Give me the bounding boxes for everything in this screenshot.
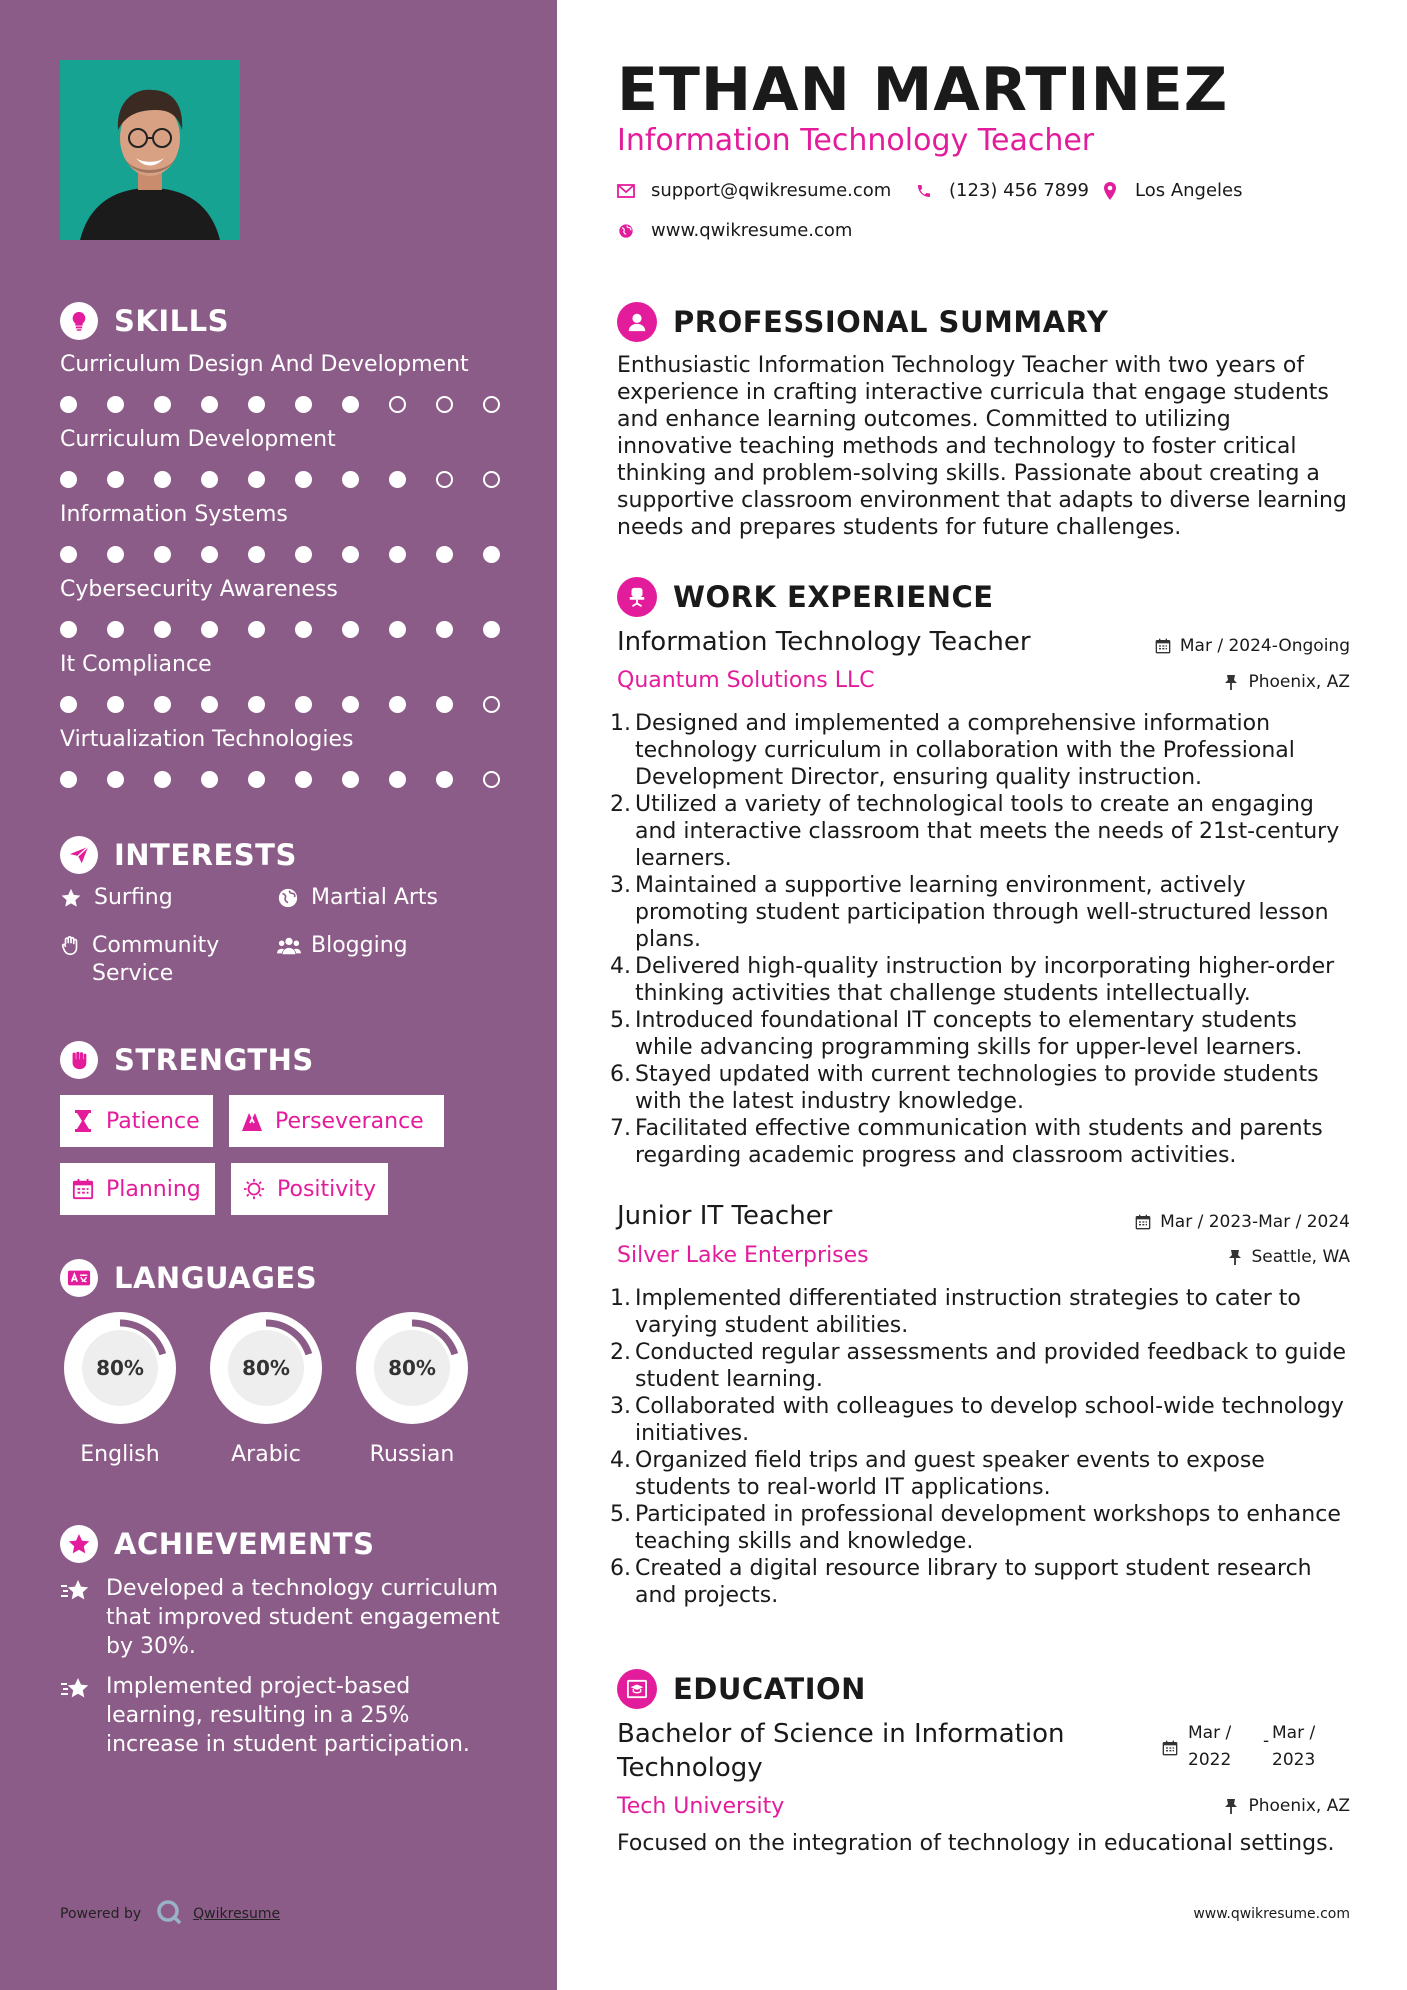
rating-dot-filled	[107, 471, 124, 488]
rating-dot-filled	[60, 546, 77, 563]
graduation-cap-icon	[617, 1669, 657, 1709]
qwikresume-logo-icon	[155, 1898, 183, 1930]
bullet-text: Designed and implemented a comprehensive information technology curriculum in collaboration with the Professional Development Director, ensuring quality instruction.	[635, 711, 1295, 790]
rating-dot-filled	[107, 696, 124, 713]
education-start	[1188, 1720, 1231, 1774]
rating-dot-filled	[60, 771, 77, 788]
rating-dot-empty	[389, 396, 406, 413]
skill-rating	[60, 392, 510, 416]
education-location-text: Phoenix, AZ	[1248, 1796, 1350, 1816]
rating-dot-filled	[342, 771, 359, 788]
powered-by	[60, 1898, 280, 1930]
powered-by-label: Powered by	[60, 1906, 142, 1922]
climber-icon	[241, 1110, 263, 1132]
language-item	[204, 1306, 328, 1467]
bullet-number: 2.	[610, 1340, 631, 1365]
sun-icon	[243, 1178, 265, 1200]
strengths-title: STRENGTHS	[114, 1043, 314, 1077]
pin-icon	[1226, 1248, 1244, 1266]
strength-badge	[60, 1095, 213, 1147]
job-bullet	[610, 1447, 1355, 1501]
interest-label: Martial Arts	[311, 885, 439, 910]
job-company: Silver Lake Enterprises	[617, 1243, 869, 1268]
globe-icon	[277, 884, 301, 912]
job-location	[1226, 1247, 1351, 1267]
job-title: Information Technology Teacher	[617, 627, 1031, 657]
bullet-number: 3.	[610, 873, 631, 898]
rating-dot-filled	[154, 471, 171, 488]
user-icon	[617, 302, 657, 342]
rating-dot-empty	[483, 771, 500, 788]
bullet-text: Introduced foundational IT concepts to elementary students while advancing programming skills for upper-level learners.	[635, 1008, 1303, 1060]
bullet-number: 1.	[610, 1286, 631, 1311]
job-bullet	[610, 1285, 1355, 1339]
rating-dot-filled	[154, 396, 171, 413]
job-bullet	[610, 1115, 1355, 1169]
bullet-number: 5.	[610, 1502, 631, 1527]
achievement-text: Developed a technology curriculum that improved student engagement by 30%.	[106, 1576, 500, 1659]
job-company: Quantum Solutions LLC	[617, 668, 875, 693]
calendar-icon	[72, 1178, 94, 1200]
job-bullet	[610, 953, 1355, 1007]
job-bullet	[610, 1501, 1355, 1555]
bullet-text: Collaborated with colleagues to develop school-wide technology initiatives.	[635, 1394, 1344, 1446]
rating-dot-filled	[248, 771, 265, 788]
bullet-text: Facilitated effective communication with students and parents regarding academic progress and classroom activities.	[635, 1116, 1323, 1168]
rating-dot-filled	[107, 546, 124, 563]
bullet-number: 4.	[610, 954, 631, 979]
strength-label: Patience	[106, 1108, 200, 1134]
rating-dot-filled	[60, 471, 77, 488]
bullet-text: Participated in professional development workshops to enhance teaching skills and knowledge.	[635, 1502, 1341, 1554]
phone-icon	[915, 182, 933, 200]
rating-dot-filled	[295, 471, 312, 488]
lightbulb-icon	[60, 302, 98, 340]
rating-dot-empty	[483, 696, 500, 713]
footer-url[interactable]: www.qwikresume.com	[1193, 1906, 1350, 1922]
phone-text: (123) 456 7899	[949, 180, 1090, 201]
bullet-text: Conducted regular assessments and provided feedback to guide student learning.	[635, 1340, 1346, 1392]
rating-dot-filled	[295, 771, 312, 788]
rating-dot-filled	[389, 771, 406, 788]
skill-name: Curriculum Design And Development	[60, 352, 469, 377]
language-name: Arabic	[231, 1442, 301, 1467]
pin-icon	[1222, 1797, 1240, 1815]
rating-dot-filled	[154, 696, 171, 713]
rating-dot-filled	[436, 621, 453, 638]
rating-dot-filled	[248, 621, 265, 638]
language-name: English	[80, 1442, 160, 1467]
achievement-item	[60, 1574, 500, 1661]
skill-name: It Compliance	[60, 652, 212, 677]
education-end-line-2: 2023	[1272, 1750, 1316, 1770]
bullet-number: 5.	[610, 1008, 631, 1033]
education-title: EDUCATION	[673, 1672, 866, 1706]
email-text: support@qwikresume.com	[651, 180, 892, 201]
skills-header	[60, 301, 229, 341]
star-burst-icon	[60, 1578, 92, 1612]
rating-dot-filled	[248, 696, 265, 713]
rating-dot-filled	[342, 696, 359, 713]
job-location-text: Phoenix, AZ	[1248, 672, 1350, 692]
rating-dot-filled	[436, 771, 453, 788]
strength-badge	[229, 1095, 444, 1147]
strength-badge	[60, 1163, 215, 1215]
interest-label: Surfing	[94, 885, 173, 910]
interests-title: INTERESTS	[114, 838, 297, 872]
rating-dot-filled	[295, 621, 312, 638]
language-name: Russian	[369, 1442, 455, 1467]
skill-rating	[60, 767, 510, 791]
skill-rating	[60, 617, 510, 641]
strengths-header	[60, 1040, 314, 1080]
achievements-header	[60, 1524, 374, 1564]
paper-plane-icon	[60, 836, 98, 874]
job-bullets	[610, 1285, 1355, 1609]
achievements-title: ACHIEVEMENTS	[114, 1527, 375, 1561]
rating-dot-filled	[342, 621, 359, 638]
calendar-icon	[1154, 637, 1172, 655]
chair-icon	[617, 577, 657, 617]
summary-title: PROFESSIONAL SUMMARY	[673, 305, 1109, 339]
interest-label: Blogging	[311, 933, 408, 958]
skill-name: Information Systems	[60, 502, 288, 527]
skill-name: Curriculum Development	[60, 427, 336, 452]
rating-dot-filled	[107, 621, 124, 638]
job-bullet	[610, 1555, 1355, 1609]
qwikresume-link[interactable]: Qwikresume	[193, 1906, 281, 1922]
language-percent: 80%	[242, 1356, 290, 1380]
calendar-icon	[1162, 1738, 1178, 1765]
bullet-number: 7.	[610, 1116, 631, 1141]
fist-icon	[60, 1041, 98, 1079]
star-burst-icon	[60, 1676, 92, 1710]
envelope-icon	[617, 182, 635, 200]
rating-dot-empty	[436, 471, 453, 488]
job-location	[1222, 672, 1350, 692]
rating-dot-filled	[107, 396, 124, 413]
education-location	[1222, 1796, 1350, 1816]
education-school: Tech University	[617, 1794, 785, 1819]
skill-item	[60, 725, 510, 791]
job-title: Junior IT Teacher	[617, 1201, 833, 1231]
job-dates	[1154, 636, 1350, 656]
pin-icon	[1222, 673, 1240, 691]
education-dates	[1160, 1720, 1350, 1770]
sidebar	[0, 0, 557, 1990]
job-bullet	[610, 791, 1355, 872]
rating-dot-filled	[389, 471, 406, 488]
bullet-number: 4.	[610, 1448, 631, 1473]
bullet-number: 2.	[610, 792, 631, 817]
bullet-text: Created a digital resource library to support student research and projects.	[635, 1556, 1312, 1608]
degree-line-1: Bachelor of Science in Information	[617, 1719, 1065, 1749]
skill-name: Virtualization Technologies	[60, 727, 354, 752]
interest-item	[60, 932, 260, 988]
rating-dot-filled	[201, 696, 218, 713]
bullet-text: Utilized a variety of technological tools to create an engaging and interactive classroom that meets the needs of 21st-century learners.	[635, 792, 1340, 871]
bullet-number: 3.	[610, 1394, 631, 1419]
strength-label: Planning	[106, 1176, 201, 1202]
rating-dot-filled	[342, 396, 359, 413]
rating-dot-filled	[60, 621, 77, 638]
contact-email[interactable]	[617, 180, 891, 201]
skill-item	[60, 425, 510, 491]
bullet-number: 1.	[610, 711, 631, 736]
languages-title: LANGUAGES	[114, 1261, 318, 1295]
hourglass-icon	[72, 1110, 94, 1132]
rating-dot-filled	[436, 696, 453, 713]
rating-dot-filled	[248, 471, 265, 488]
skill-item	[60, 650, 510, 716]
globe-icon	[617, 222, 635, 240]
rating-dot-filled	[342, 471, 359, 488]
skill-item	[60, 350, 510, 416]
skill-name: Cybersecurity Awareness	[60, 577, 338, 602]
rating-dot-filled	[342, 546, 359, 563]
rating-dot-filled	[107, 771, 124, 788]
summary-text: Enthusiastic Information Technology Teacher with two years of experience in crafting interactive curricula that engage students and enhance learning outcomes. Committed to utilizing innovative teaching methods and technology to foster critical thinking and problem-solving skills. Passionate about creating a supportive classroom environment that adapts to diverse learning needs and prepares students for future challenges.	[617, 353, 1347, 540]
rating-dot-filled	[436, 546, 453, 563]
education-start-line-1: Mar /	[1188, 1723, 1232, 1743]
rating-dot-filled	[389, 621, 406, 638]
languages-header	[60, 1258, 317, 1298]
rating-dot-filled	[201, 546, 218, 563]
bullet-text: Organized field trips and guest speaker events to expose students to real-world IT applications.	[635, 1448, 1265, 1500]
rating-dot-filled	[154, 621, 171, 638]
education-end	[1272, 1720, 1315, 1774]
skill-item	[60, 575, 510, 641]
calendar-icon	[1134, 1213, 1152, 1231]
job-bullet	[610, 1007, 1355, 1061]
skill-rating	[60, 542, 510, 566]
rating-dot-filled	[201, 771, 218, 788]
education-start-line-2: 2022	[1188, 1750, 1232, 1770]
contact-phone[interactable]	[915, 180, 1089, 201]
rating-dot-filled	[201, 621, 218, 638]
rating-dot-filled	[295, 546, 312, 563]
rating-dot-empty	[436, 396, 453, 413]
rating-dot-filled	[483, 621, 500, 638]
person-name: ETHAN MARTINEZ	[617, 55, 1229, 125]
rating-dot-filled	[60, 696, 77, 713]
contact-location	[1101, 180, 1243, 201]
rating-dot-empty	[483, 471, 500, 488]
bullet-text: Maintained a supportive learning environment, actively promoting student participation through well-structured lesson plans.	[635, 873, 1329, 952]
job-bullet	[610, 1393, 1355, 1447]
interests-header	[60, 835, 297, 875]
website-text: www.qwikresume.com	[651, 220, 853, 241]
bullet-text: Delivered high-quality instruction by incorporating higher-order thinking activities that challenge students intellectually.	[635, 954, 1335, 1006]
rating-dot-filled	[295, 696, 312, 713]
job-bullets	[610, 710, 1355, 1169]
job-bullet	[610, 872, 1355, 953]
experience-header	[617, 576, 994, 618]
rating-dot-filled	[248, 546, 265, 563]
strength-badge	[231, 1163, 388, 1215]
strength-label: Perseverance	[275, 1108, 424, 1134]
rating-dot-filled	[483, 546, 500, 563]
award-star-icon	[60, 1525, 98, 1563]
job-location-text: Seattle, WA	[1251, 1247, 1350, 1267]
skill-rating	[60, 692, 510, 716]
education-date-dash: -	[1263, 1731, 1270, 1751]
language-percent: 80%	[96, 1356, 144, 1380]
job-bullet	[610, 710, 1355, 791]
rating-dot-filled	[201, 396, 218, 413]
rating-dot-filled	[389, 696, 406, 713]
job-dates-text: Mar / 2024-Ongoing	[1179, 636, 1350, 656]
rating-dot-filled	[154, 771, 171, 788]
skills-title: SKILLS	[114, 304, 229, 338]
summary-header	[617, 301, 1108, 343]
bullet-number: 6.	[610, 1556, 631, 1581]
rating-dot-filled	[389, 546, 406, 563]
strength-label: Positivity	[277, 1176, 377, 1202]
rating-dot-filled	[201, 471, 218, 488]
job-dates	[1134, 1212, 1350, 1232]
education-end-line-1: Mar /	[1272, 1723, 1316, 1743]
language-item	[58, 1306, 182, 1467]
interest-item	[277, 932, 408, 960]
education-header	[617, 1668, 866, 1710]
hand-icon	[60, 932, 82, 960]
map-pin-icon	[1101, 182, 1119, 200]
contact-website[interactable]	[617, 220, 852, 241]
rating-dot-filled	[295, 396, 312, 413]
rating-dot-filled	[154, 546, 171, 563]
bullet-text: Implemented differentiated instruction strategies to cater to varying student abilities.	[635, 1286, 1301, 1338]
language-icon	[60, 1259, 98, 1297]
language-percent: 80%	[388, 1356, 436, 1380]
person-title: Information Technology Teacher	[617, 123, 1095, 158]
rating-dot-empty	[483, 396, 500, 413]
experience-title: WORK EXPERIENCE	[673, 580, 994, 614]
achievement-text: Implemented project-based learning, resulting in a 25% increase in student participation.	[106, 1674, 470, 1757]
education-description: Focused on the integration of technology in educational settings.	[617, 1831, 1335, 1856]
rating-dot-filled	[248, 396, 265, 413]
language-item	[350, 1306, 474, 1467]
profile-photo	[60, 60, 240, 240]
interest-item	[277, 884, 438, 912]
job-dates-text: Mar / 2023-Mar / 2024	[1160, 1212, 1350, 1232]
job-bullet	[610, 1061, 1355, 1115]
skill-rating	[60, 467, 510, 491]
achievement-item	[60, 1672, 500, 1759]
degree-line-2: Technology	[617, 1753, 763, 1783]
interest-item	[60, 884, 173, 912]
bullet-number: 6.	[610, 1062, 631, 1087]
skill-item	[60, 500, 510, 566]
rating-dot-filled	[60, 396, 77, 413]
interest-label: Community Service	[92, 933, 220, 986]
location-text: Los Angeles	[1135, 180, 1243, 201]
users-icon	[277, 932, 301, 960]
job-bullet	[610, 1339, 1355, 1393]
star-icon	[60, 884, 84, 912]
bullet-text: Stayed updated with current technologies to provide students with the latest industry knowledge.	[635, 1062, 1319, 1114]
